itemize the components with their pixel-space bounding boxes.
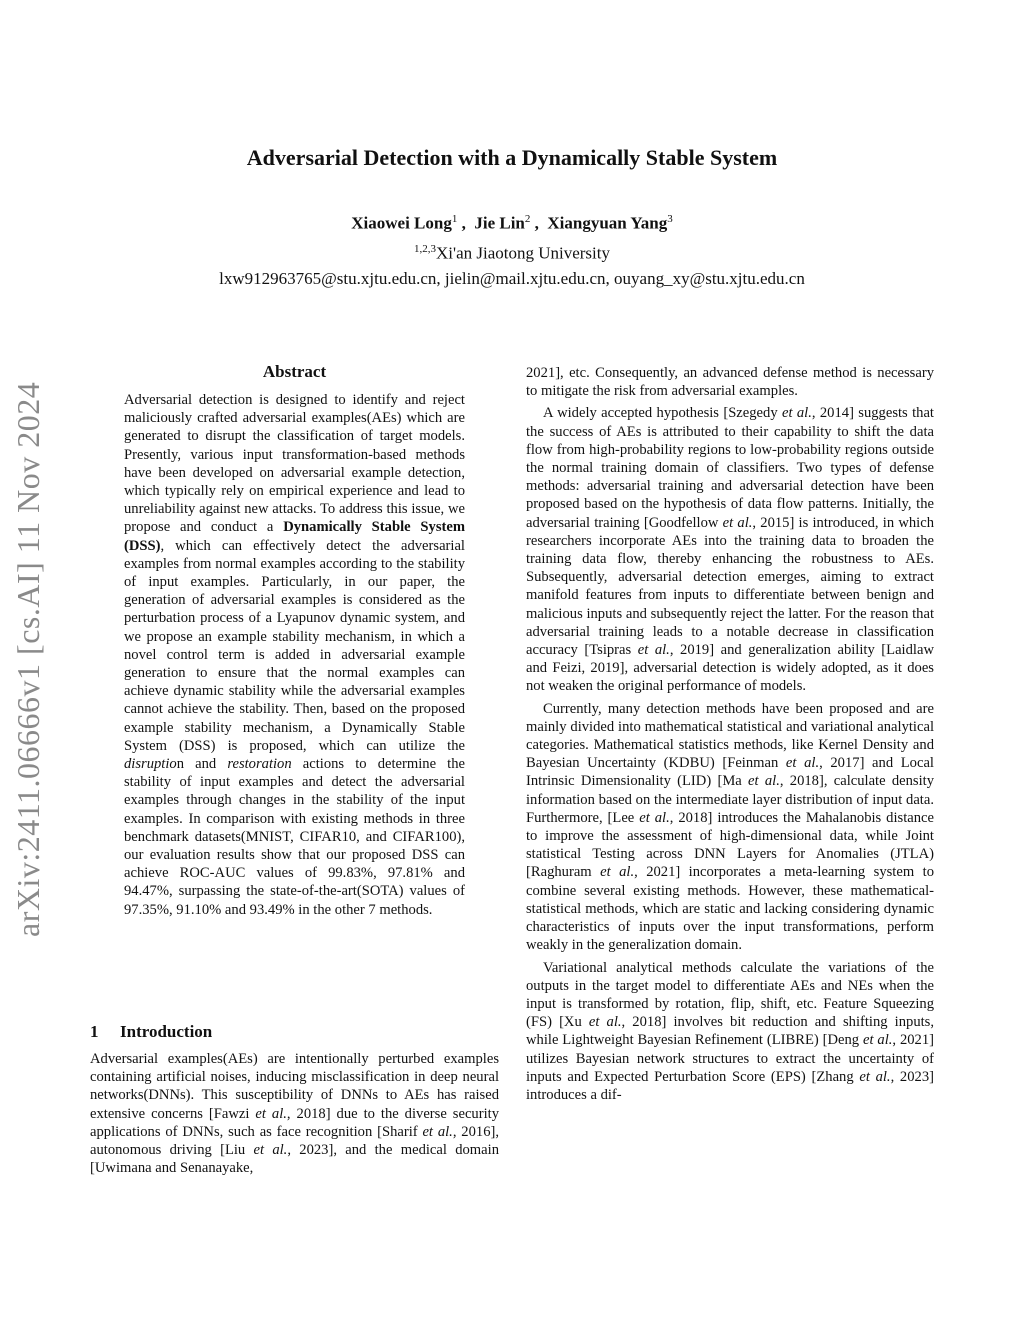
citation-etal: et al. bbox=[422, 1123, 453, 1140]
abstract-body bbox=[124, 391, 465, 919]
citation-etal: et al. bbox=[253, 1142, 288, 1159]
body-paragraph: 2021], etc. Consequently, an advanced defense method is necessary to mitigate the risk from adversarial examples. bbox=[526, 365, 934, 400]
author-name: Xiangyuan Yang bbox=[547, 213, 668, 233]
abstract-text: , which can effectively detect the adversarial examples from normal examples according to the stability of input examples. Particularly, in our paper, the generation of adversarial examples is considered as the perturbation process of a Lyapunov dynamic system, and we propose an example stability mechanism, in which a novel control term is added in adversarial example generation to ensure that the normal examples can achieve dynamic stability while the adversarial examples cannot achieve the stability. Then, based on the proposed example stability mechanism, a Dynamically Stable System (DSS) is proposed, which can utilize the bbox=[124, 537, 465, 754]
citation-etal: et al. bbox=[785, 755, 820, 772]
body-text: , 2018], calculate density information based on the intermediate layer distribution of input data. Furthermore, [Lee bbox=[526, 773, 935, 826]
citation-etal: et al. bbox=[255, 1105, 287, 1122]
introduction-left-column bbox=[90, 1050, 499, 1177]
body-text: Variational analytical methods calculate the variations of the outputs in the target model to differentiate AEs and NEs when the input is transformed by rotation, flip, shift, etc. Feature Squeezing (FS) [Xu bbox=[526, 959, 934, 1031]
arxiv-identifier: arXiv:2411.06666v1 [cs.AI] 11 Nov 2024 bbox=[10, 381, 46, 937]
body-text: , 2021] incorporates a meta-learning system to combine several existing methods. However, these mathematical-statistical methods, which are static and lacking considering dynamic characteristics of inputs over the input transformations, perform weakly in the generalization domain. bbox=[526, 864, 934, 954]
citation-etal: et al. bbox=[781, 405, 812, 422]
body-text: , 2018] due to the diverse security applications of DNNs, such as face recognition [Sharif bbox=[90, 1105, 499, 1140]
body-text: , 2018] involves bit reduction and shifting inputs, while Lightweight Bayesian Refinement (LIBRE) [Deng bbox=[526, 1014, 935, 1049]
citation-etal: et al. bbox=[588, 1014, 622, 1031]
citation-etal: et al. bbox=[600, 864, 635, 881]
citation-etal: et al. bbox=[859, 1068, 891, 1085]
citation-etal: et al. bbox=[748, 773, 780, 790]
section-heading-introduction bbox=[90, 1022, 212, 1042]
author-name: Jie Lin bbox=[474, 213, 525, 233]
body-paragraph bbox=[90, 1050, 499, 1177]
citation-etal: et al. bbox=[722, 514, 753, 531]
body-text: Currently, many detection methods have been proposed and are mainly divided into mathematical statistical and variational analytical categories. Mathematical statistics methods, like Kernel Density and Bayesian Uncertainty (KDBU) [Feinman bbox=[526, 700, 934, 772]
body-paragraph bbox=[526, 959, 934, 1105]
abstract-italic-term: disruptio bbox=[124, 756, 177, 773]
body-paragraph bbox=[526, 700, 934, 955]
abstract-text: n and bbox=[176, 756, 228, 773]
affiliation bbox=[0, 243, 1024, 264]
abstract-heading: Abstract bbox=[262, 362, 327, 381]
abstract-paragraph bbox=[124, 391, 465, 919]
section-title: Introduction bbox=[120, 1022, 213, 1041]
body-text: , 2018] introduces the Mahalanobis distance to improve the assessment of high-dimensional data, while Joint statistical Testing across DNN Layers for Anomalies (JTLA) [Raghuram bbox=[526, 809, 934, 881]
author-list: Xiaowei Long$^1$ , Jie Lin$^2$ , Xiangyuan Yang$^3$ bbox=[351, 213, 673, 233]
body-text: , 2016], autonomous driving [Liu bbox=[90, 1123, 500, 1159]
abstract-bold-term: Dynamically Stable System (DSS) bbox=[124, 519, 465, 554]
body-text: , 2021] utilizes Bayesian network structures to extract the uncertainty of inputs and Expected Perturbation Score (EPS) [Zhang bbox=[526, 1032, 934, 1085]
author-affiliation-mark: 3 bbox=[667, 213, 673, 225]
author-emails: lxw912963765@stu.xjtu.edu.cn, jielin@mail.xjtu.edu.cn, ouyang_xy@stu.xjtu.edu.cn bbox=[219, 269, 805, 288]
section-number: 1 bbox=[90, 1022, 99, 1041]
body-text: A widely accepted hypothesis [Szegedy bbox=[543, 405, 782, 422]
body-text: , 2023], and the medical domain [Uwimana and Senanayake, bbox=[90, 1142, 499, 1177]
abstract-text: actions to determine the stability of input examples and detect the adversarial examples through changes in the stability of the input examples. In comparison with existing methods in three benchmark datasets(MNIST, CIFAR10, and CIFAR100), our evaluation results show that our proposed DSS can achieve ROC-AUC values of 99.83%, 97.81% and 94.47%, surpassing the state-of-the-art(SOTA) values of 97.35%, 91.10% and 93.49% in the other 7 methods. bbox=[124, 756, 465, 918]
affiliation-name: Xi'an Jiaotong University bbox=[436, 243, 610, 263]
abstract-text: Adversarial detection is designed to identify and reject maliciously crafted adversarial examples(AEs) which are generated to disrupt the classification of target models. Presently, various input transformation-based methods have been developed on adversarial example detection, which typically rely on empirical experience and lead to unreliability against new attacks. To address this issue, we propose and conduct a bbox=[124, 392, 465, 536]
citation-etal: et al. bbox=[862, 1032, 893, 1049]
paper-title: Adversarial Detection with a Dynamically Stable System bbox=[246, 145, 778, 170]
body-paragraph bbox=[526, 404, 934, 695]
citation-etal: et al. bbox=[637, 642, 670, 659]
citation-etal: et al. bbox=[639, 809, 670, 826]
affiliation-mark: 1,2,3 bbox=[414, 243, 436, 255]
abstract-italic-term: restoration bbox=[227, 756, 292, 773]
right-column bbox=[526, 364, 934, 1104]
body-text: , 2015] is introduced, in which researchers incorporate AEs into the training data to broaden the training data flow, thereby enhancing the robustness to AEs. Subsequently, adversarial detection emerges, aiming to extract manifold features from inputs to differentiate between benign and malicious inputs and subsequently reject the latter. For the reason that adversarial training leads to a notable decrease in classification accuracy [Tsipras bbox=[526, 514, 935, 659]
author-affiliation-mark: 2 bbox=[524, 213, 531, 225]
body-text: Adversarial examples(AEs) are intentionally perturbed examples containing artificial noises, inducing misclassification in deep neural networks(DNNs). This susceptibility of DNNs to AEs has raised extensive concerns [Fawzi bbox=[90, 1051, 499, 1122]
author-name: Xiaowei Long bbox=[351, 213, 452, 233]
body-text: , 2017] and Local Intrinsic Dimensionality (LID) [Ma bbox=[526, 755, 934, 790]
body-text: , 2019] and generalization ability [Laidlaw and Feizi, 2019], adversarial detection is widely adopted, as it does not weaken the original performance of models. bbox=[526, 642, 934, 695]
body-text: , 2023] introduces a dif- bbox=[526, 1068, 934, 1103]
author-affiliation-mark: 1 bbox=[451, 213, 458, 225]
body-text: , 2014] suggests that the success of AEs is attributed to their capability to shift the data flow from high-probability regions to low-probability regions outside the normal training domain of classifiers. Two types of defense methods: adversarial training and adversarial detection have been proposed based on the hypothesis of data flow patterns. Initially, the adversarial training [Goodfellow bbox=[526, 405, 934, 531]
